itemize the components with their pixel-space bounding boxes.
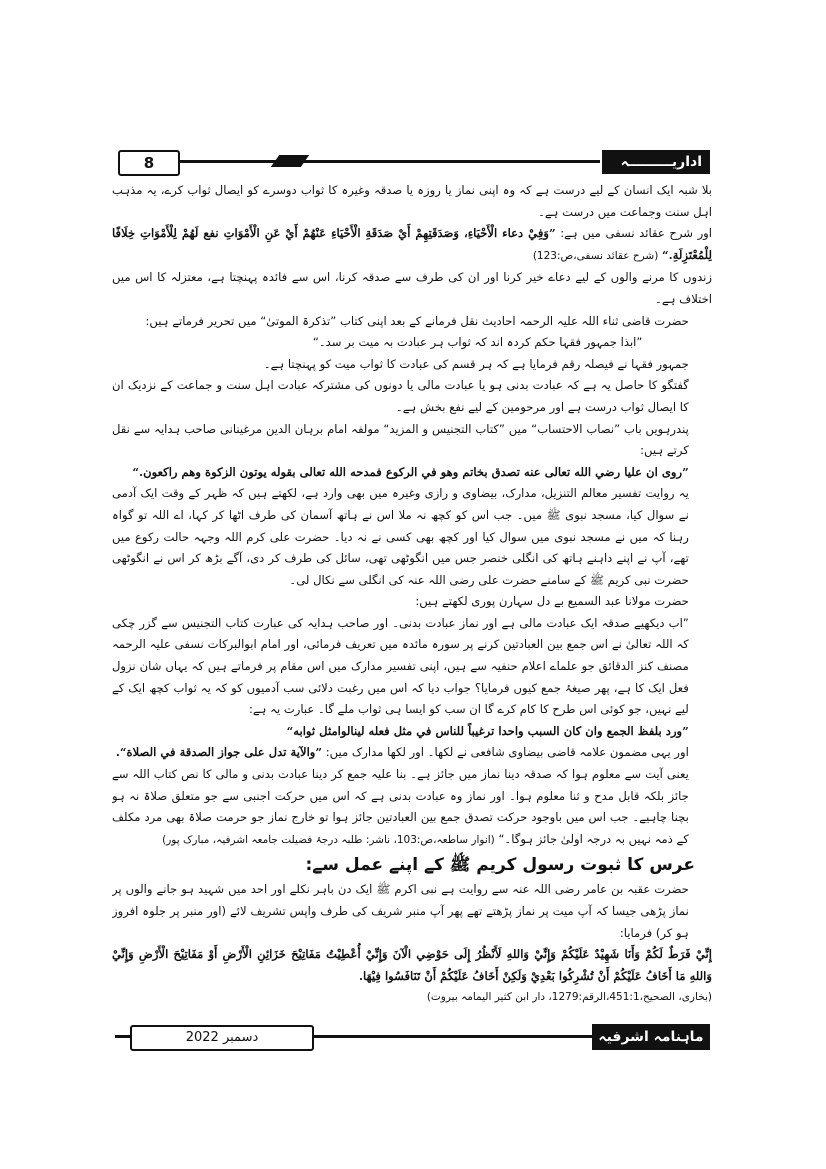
arabic-quote: ”روى ان عليا رضي الله تعالى عنه تصدق بخاتم وهو في الركوع فمدحه الله تعالى بقوله يوتون الزكوة وهم راكعون.“ xyxy=(132,464,689,479)
arabic-quote: ”وَفِيْ دعاء الْأَحْيَاءِ، وَصَدَقَتِهِمْ أَيْ صَدَقَةِ الْأَحْيَاءِ عَنْهُمْ أَيْ عَنِ الْأَمْوَاتِ نفع لَهُمْ لِلْأَمْوَاتِ خِلَافًا لِلْمُعْتَزِلَةِ.“ xyxy=(112,226,712,262)
hadith-text: إِنِّيْ فَرَطٌ لَكُمْ وَأَنَا شَهِيْدٌ عَلَيْكُمْ وَإِنِّيْ وَاللهِ لَأَنْظُرُ إِلَى حَوْضِي الْآنَ وَإِنِّيْ أُعْطِيْتُ مَفَاتِيْحَ خَزَائِنِ الْأَرْضِ أَوْ مَفَاتِيْحَ الْأَرْضِ وَإِنِّيْ وَاللهِ مَا أَخَافُ عَلَيْكُمْ أَنْ تُشْرِكُوا بَعْدِيْ وَلَكِنْ أَخَافُ عَلَيْكُمْ أَنْ تَنَافَسُوا فِيْهَا. xyxy=(112,947,712,983)
paragraph: جمہور فقہا نے فیصلہ رقم فرمایا ہے کہ ہر قسم کی عبادت کا ثواب میت کو پہنچتا ہے۔ xyxy=(263,356,689,371)
arabic-quote: ”ورد بلفظ الجمع وان كان السبب واحدا ترغيباً للناس في مثل فعله لينالوامثل ثوابه“ xyxy=(286,723,689,738)
paragraph: حضرت قاضی ثناء اللہ علیہ الرحمہ احادیث نقل فرمانے کے بعد اپنی کتاب ”تذکرۃ الموتیٰ“ میں تحریر فرماتے ہیں: xyxy=(145,313,689,328)
paragraph-text: یعنی آیت سے معلوم ہوا کہ صدقہ دینا نماز میں جائز ہے۔ بنا علیہ جمع کر دینا عبادت بدنی و مالی کا نص کتاب اللہ سے جائز بلکہ قابل مدح و ثنا معلوم ہوا۔ اور نماز وہ عبادت بدنی ہے کہ اس میں حرکت اجنبی سے جو متعلق صلاۃ نہ ہو بچنا چاہیے۔ جب اس میں باوجود حرکت تصدق جمع بین العبادتین جائز ہوا تو خارج نماز جو حرمت صلاۃ بھی مرد مکلف کے ذمہ نہیں بہ درجہ اولیٰ جائز ہوگا۔“ xyxy=(112,767,689,846)
paragraph: پندرہویں باب ”نصاب الاحتساب“ میں ”کتاب التجنیس و المزید“ مولفہ امام برہان الدین مرغینانی صاحب ہدایہ سے نقل کرتے ہیں: xyxy=(112,421,689,458)
quotation: ”اب دیکھیے صدقہ ایک عبادت مالی ہے اور نماز عبادت بدنی۔ اور صاحب ہدایہ کی عبارت کتاب التجنیس سے گزر چکی کہ اللہ تعالیٰ نے اس جمع بین العبادتین کرنے پر سورہ مائدہ میں تعریف فرمائی، اور امام ابوالبرکات نسفی علیہ الرحمہ مصنف کنز الدقائق جو علماے اعلام حنفیہ سے ہیں، اپنی تفسیر مدارک میں اس مقام پر فرماتے ہیں کہ یہاں شان نزول فعل ایک کا ہے، پھر صیغۂ جمع کیوں فرمایا؟ جواب دیا کہ اس میں رغبت دلائی سب آدمیوں کو کہ یہ ثواب کچھ ایک کے لیے نہیں، جو کوئی اس طرح کا کام کرے گا ان سب کو ایسا ہی ثواب ملے گا۔ عبارت یہ ہے: xyxy=(112,615,689,717)
arabic-quote: ”والآية تدل على جواز الصدقة في الصلاة“. xyxy=(115,745,323,760)
paragraph xyxy=(112,223,712,267)
section-heading: عرس کا ثبوت رسول کریم ﷺ کے اپنے عمل سے: xyxy=(305,855,695,876)
page-number: 8 xyxy=(118,150,180,176)
citation-intro: اور یہی مضمون علامہ قاضی بیضاوی شافعی نے لکھا۔ اور لکھا مدارک میں: xyxy=(325,745,689,760)
paragraph xyxy=(112,742,712,764)
citation-intro: اور شرح عقائد نسفی میں ہے: xyxy=(560,226,712,241)
paragraph: بلا شبہ ایک انسان کے لیے درست ہے کہ وہ اپنی نماز یا روزہ یا صدقہ وغیرہ کا ثواب دوسرے کو ایصال ثواب کرے، یہ مذہب اہل سنت وجماعت میں درست ہے۔ xyxy=(112,183,712,219)
header-ornament xyxy=(271,155,309,167)
paragraph: گفتگو کا حاصل یہ ہے کہ عبادت بدنی ہو یا عبادت مالی یا دونوں کی مشترکہ عبادت اہل سنت و جماعت کے نزدیک ان کا ایصال ثواب درست ہے اور مرحومین کے لیے نفع بخش ہے۔ xyxy=(112,378,689,414)
section-title: اداریـــــــــہ xyxy=(602,150,710,174)
page-header xyxy=(115,150,710,174)
issue-date: دسمبر 2022 xyxy=(130,1025,314,1051)
paragraph: حضرت عقبہ بن عامر رضی اللہ عنہ سے روایت ہے نبی اکرم ﷺ ایک دن باہر نکلے اور احد میں شہید ہو جانے والوں پر نماز پڑھی جیسا کہ آپ میت پر نماز پڑھتے تھے پھر آپ منبر شریف کی طرف واپس تشریف لائے (اور منبر پر جلوہ افروز ہو کر) فرمایا: xyxy=(112,882,689,940)
header-rule xyxy=(179,160,600,163)
magazine-name: ماہنامہ اشرفیہ xyxy=(592,1024,710,1050)
page-footer xyxy=(115,1024,710,1050)
reference: (شرح عقائد نسفی،ص:123) xyxy=(532,249,659,262)
paragraph xyxy=(112,764,712,851)
paragraph: حضرت مولانا عبد السمیع بے دل سہارن پوری لکھتے ہیں: xyxy=(415,594,689,609)
reference: (انوار ساطعہ،ص:103، ناشر: طلبہ درجۂ فضیلت جامعہ اشرفیہ، مبارک پور) xyxy=(162,833,495,846)
article-body xyxy=(112,180,712,1010)
reference: (بخاری، الصحیح،451:1،الرقم:1279، دار ابن کثیر الیمامہ بیروت) xyxy=(426,991,712,1004)
persian-quote: ”ابذا جمہور فقہا حکم کردہ اند کہ ثواب ہر عبادت بہ میت بر سد۔“ xyxy=(312,335,643,350)
paragraph: یہ روایت تفسیر معالم التنزیل، مدارک، بیضاوی و رازی وغیرہ میں بھی وارد ہے، لکھتے ہیں کہ ظہر کے وقت ایک آدمی نے سوال کیا، مسجد نبوی ﷺ میں۔ جب اس کو کچھ نہ ملا اس نے ہاتھ آسمان کی طرف اٹھا کر کہا، اے اللہ تو گواہ رہنا کہ میں نے مسجد نبوی میں سوال کیا اور کچھ بھی کسی نے نہ دیا۔ حضرت علی کرم اللہ وجہہ حالت رکوع میں تھے، آپ نے اپنے داہنے ہاتھ کی انگلی خنصر جس میں انگوٹھی تھی، سائل کی طرف کر دی، آگے بڑھ کر اس نے انگوٹھی حضرت نبی کریم ﷺ کے سامنے حضرت علی رضی اللہ عنہ کی انگلی سے نکال لی۔ xyxy=(112,486,689,587)
paragraph: زندوں کا مرنے والوں کے لیے دعاے خیر کرنا اور ان کی طرف سے صدقہ کرنا، اس سے فائدہ پہنچتا ہے، معتزلہ کا اس میں اختلاف ہے۔ xyxy=(112,270,712,306)
